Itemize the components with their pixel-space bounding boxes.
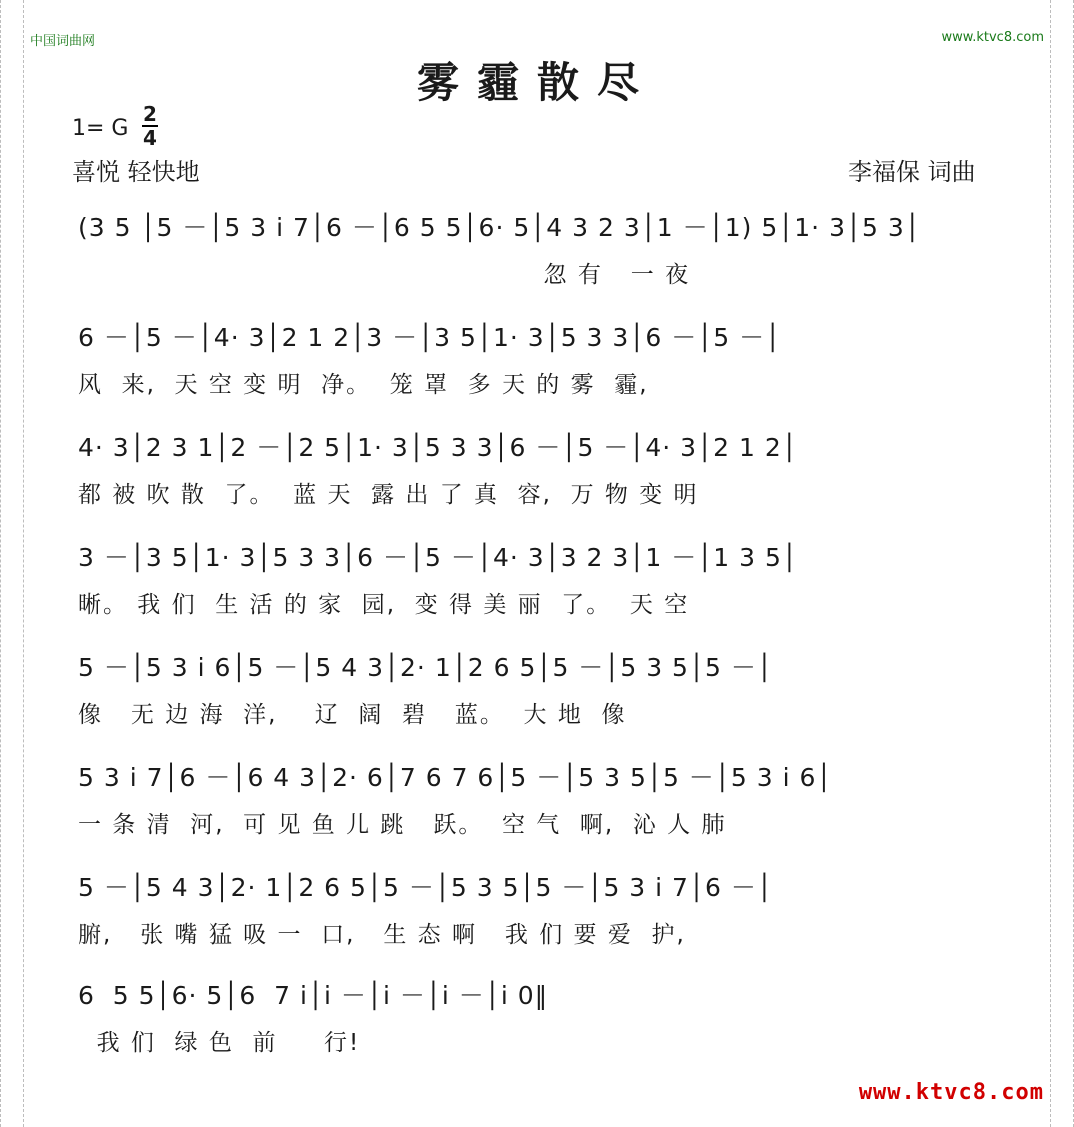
- lyrics-line: 晰。 我 们 生 活 的 家 园, 变 得 美 丽 了。 天 空: [78, 592, 690, 618]
- notation-line: (3 5 │5 －│5 3 i 7│6 －│6 5 5│6· 5│4 3 2 3│1 －│1) 5│1· 3│5 3│: [78, 213, 921, 242]
- lyrics-line: 我 们 绿 色 前 行!: [78, 1030, 361, 1056]
- time-signature-top: 2: [143, 102, 157, 126]
- song-title: 雾霾散尽: [416, 58, 657, 107]
- right-margin-strip: [1050, 0, 1074, 1127]
- left-margin-strip: [0, 0, 24, 1127]
- lyrics-line: 忽 有 一 夜: [78, 262, 691, 288]
- notation-line: 6 －│5 －│4· 3│2 1 2│3 －│3 5│1· 3│5 3 3│6 －│5 －│: [78, 323, 782, 352]
- lyrics-line: 腑, 张 嘴 猛 吸 一 口, 生 态 啊 我 们 要 爱 护,: [78, 922, 686, 948]
- lyrics-line: 像 无 边 海 洋, 辽 阔 碧 蓝。 大 地 像: [78, 702, 627, 728]
- notation-line: 5 －│5 4 3│2· 1│2 6 5│5 －│5 3 5│5 －│5 3 i 7│6 －│: [78, 873, 773, 902]
- lyrics-line: 一 条 清 河, 可 见 鱼 儿 跳 跃。 空 气 啊, 沁 人 肺: [78, 812, 727, 838]
- site-name-left: 中国词曲网: [30, 34, 96, 49]
- site-watermark: www.ktvc8.com: [858, 1080, 1044, 1105]
- notation-line: 4· 3│2 3 1│2 －│2 5│1· 3│5 3 3│6 －│5 －│4· 3│2 1 2│: [78, 433, 798, 462]
- notation-line: 5 3 i 7│6 －│6 4 3│2· 6│7 6 7 6│5 －│5 3 5│5 －│5 3 i 6│: [78, 763, 833, 792]
- time-signature-bottom: 4: [143, 126, 157, 150]
- lyrics-line: 都 被 吹 散 了。 蓝 天 露 出 了 真 容, 万 物 变 明: [78, 482, 699, 508]
- tempo-marking: 喜悦 轻快地: [72, 158, 200, 186]
- time-signature: [142, 104, 158, 148]
- key-signature: 1= G: [72, 116, 129, 141]
- author-credit: 李福保 词曲: [848, 158, 976, 186]
- site-url-right: www.ktvc8.com: [941, 30, 1044, 45]
- notation-line: 6 5 5│6· 5│6 7 i│i －│i －│i －│i 0‖: [78, 981, 549, 1010]
- notation-line: 3 －│3 5│1· 3│5 3 3│6 －│5 －│4· 3│3 2 3│1 －│1 3 5│: [78, 543, 798, 572]
- notation-line: 5 －│5 3 i 6│5 －│5 4 3│2· 1│2 6 5│5 －│5 3 5│5 －│: [78, 653, 773, 682]
- lyrics-line: 风 来, 天 空 变 明 净。 笼 罩 多 天 的 雾 霾,: [78, 372, 649, 398]
